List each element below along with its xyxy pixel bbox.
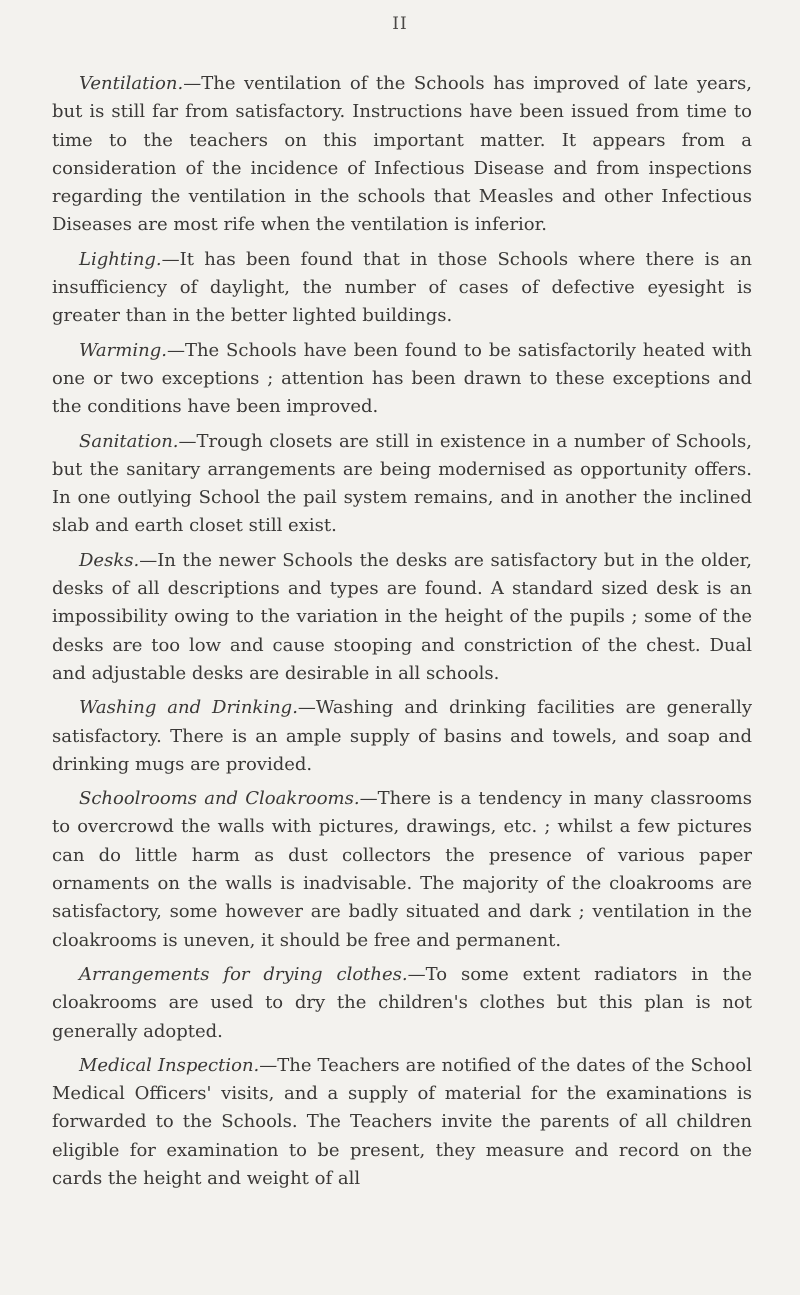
paragraph-heading: Desks. (79, 549, 140, 571)
paragraph-lighting (52, 246, 752, 331)
paragraph-text: —It has been found that in those Schools where there is an insufficiency of daylight, the number of cases of defective eyesight is greater than in the better lighted buildings. (52, 248, 752, 327)
page-number: II (392, 14, 408, 34)
paragraph-heading: Washing and Drinking. (79, 697, 298, 719)
paragraph-heading: Warming. (79, 339, 167, 361)
paragraph-heading: Schoolrooms and Cloakrooms. (79, 788, 360, 810)
paragraph-sanitation (52, 428, 752, 541)
paragraph-text: —Washing and drinking facilities are generally satisfactory. There is an ample supply of basins and towels, and soap and drinking mugs are provided. (52, 697, 752, 775)
paragraph-heading: Sanitation. (79, 430, 179, 452)
paragraph-text: —The Teachers are notified of the dates of the School Medical Officers' visits, and a supply of material for the examinations is forwarded to the Schools. The Teachers invite the parents of all children eligible for examination to be present, they measure and record on the cards the height and weight of all (52, 1054, 752, 1189)
paragraph-text: —To some extent radiators in the cloakrooms are used to dry the children's clothes but this plan is not generally adopted. (52, 963, 752, 1042)
paragraph-text: —Trough closets are still in existence in a number of Schools, but the sanitary arrangements are being modernised as opportunity offers. In one outlying School the pail system remains, and in another the inclined slab and earth closet still exist. (52, 430, 752, 537)
paragraph-heading: Lighting. (79, 248, 162, 270)
body-text (52, 70, 752, 1199)
paragraph-desks (52, 547, 752, 688)
paragraph-text: —In the newer Schools the desks are satisfactory but in the older, desks of all descriptions and types are found. A standard sized desk is an impossibility owing to the variation in the height of the pupils ; some of the desks are too low and cause stooping and constriction of the chest. Dual and adjustable desks are desirable in all schools. (52, 549, 752, 684)
paragraph-heading: Medical Inspection. (79, 1054, 260, 1076)
paragraph-text: —The ventilation of the Schools has improved of late years, but is still far from satisfactory. Instructions have been issued from time to time to the teachers on this important matter. It appears from a consideration of the incidence of Infectious Disease and from inspections regarding the ventilation in the schools that Measles and other Infectious Diseases are most rife when the ventilation is inferior. (52, 73, 752, 236)
paragraph-heading: Arrangements for drying clothes. (79, 963, 408, 985)
paragraph-warming (52, 337, 752, 422)
paragraph-heading: Ventilation. (79, 73, 184, 94)
paragraph-drying-clothes (52, 961, 752, 1046)
paragraph-washing-drinking (52, 694, 752, 779)
paragraph-text: —The Schools have been found to be satisfactorily heated with one or two exceptions ; attention has been drawn to these exceptions and the conditions have been improved. (52, 339, 752, 418)
paragraph-schoolrooms-cloakrooms (52, 785, 752, 955)
paragraph-medical-inspection (52, 1052, 752, 1193)
paragraph-ventilation (52, 70, 752, 240)
paragraph-text: —There is a tendency in many classrooms to overcrowd the walls with pictures, drawings, etc. ; whilst a few pictures can do little harm as dust collectors the presence of various paper ornaments on the walls is inadvisable. The majority of the cloakrooms are satisfactory, some however are badly situated and dark ; ventilation in the cloakrooms is uneven, it should be free and permanent. (52, 788, 752, 951)
